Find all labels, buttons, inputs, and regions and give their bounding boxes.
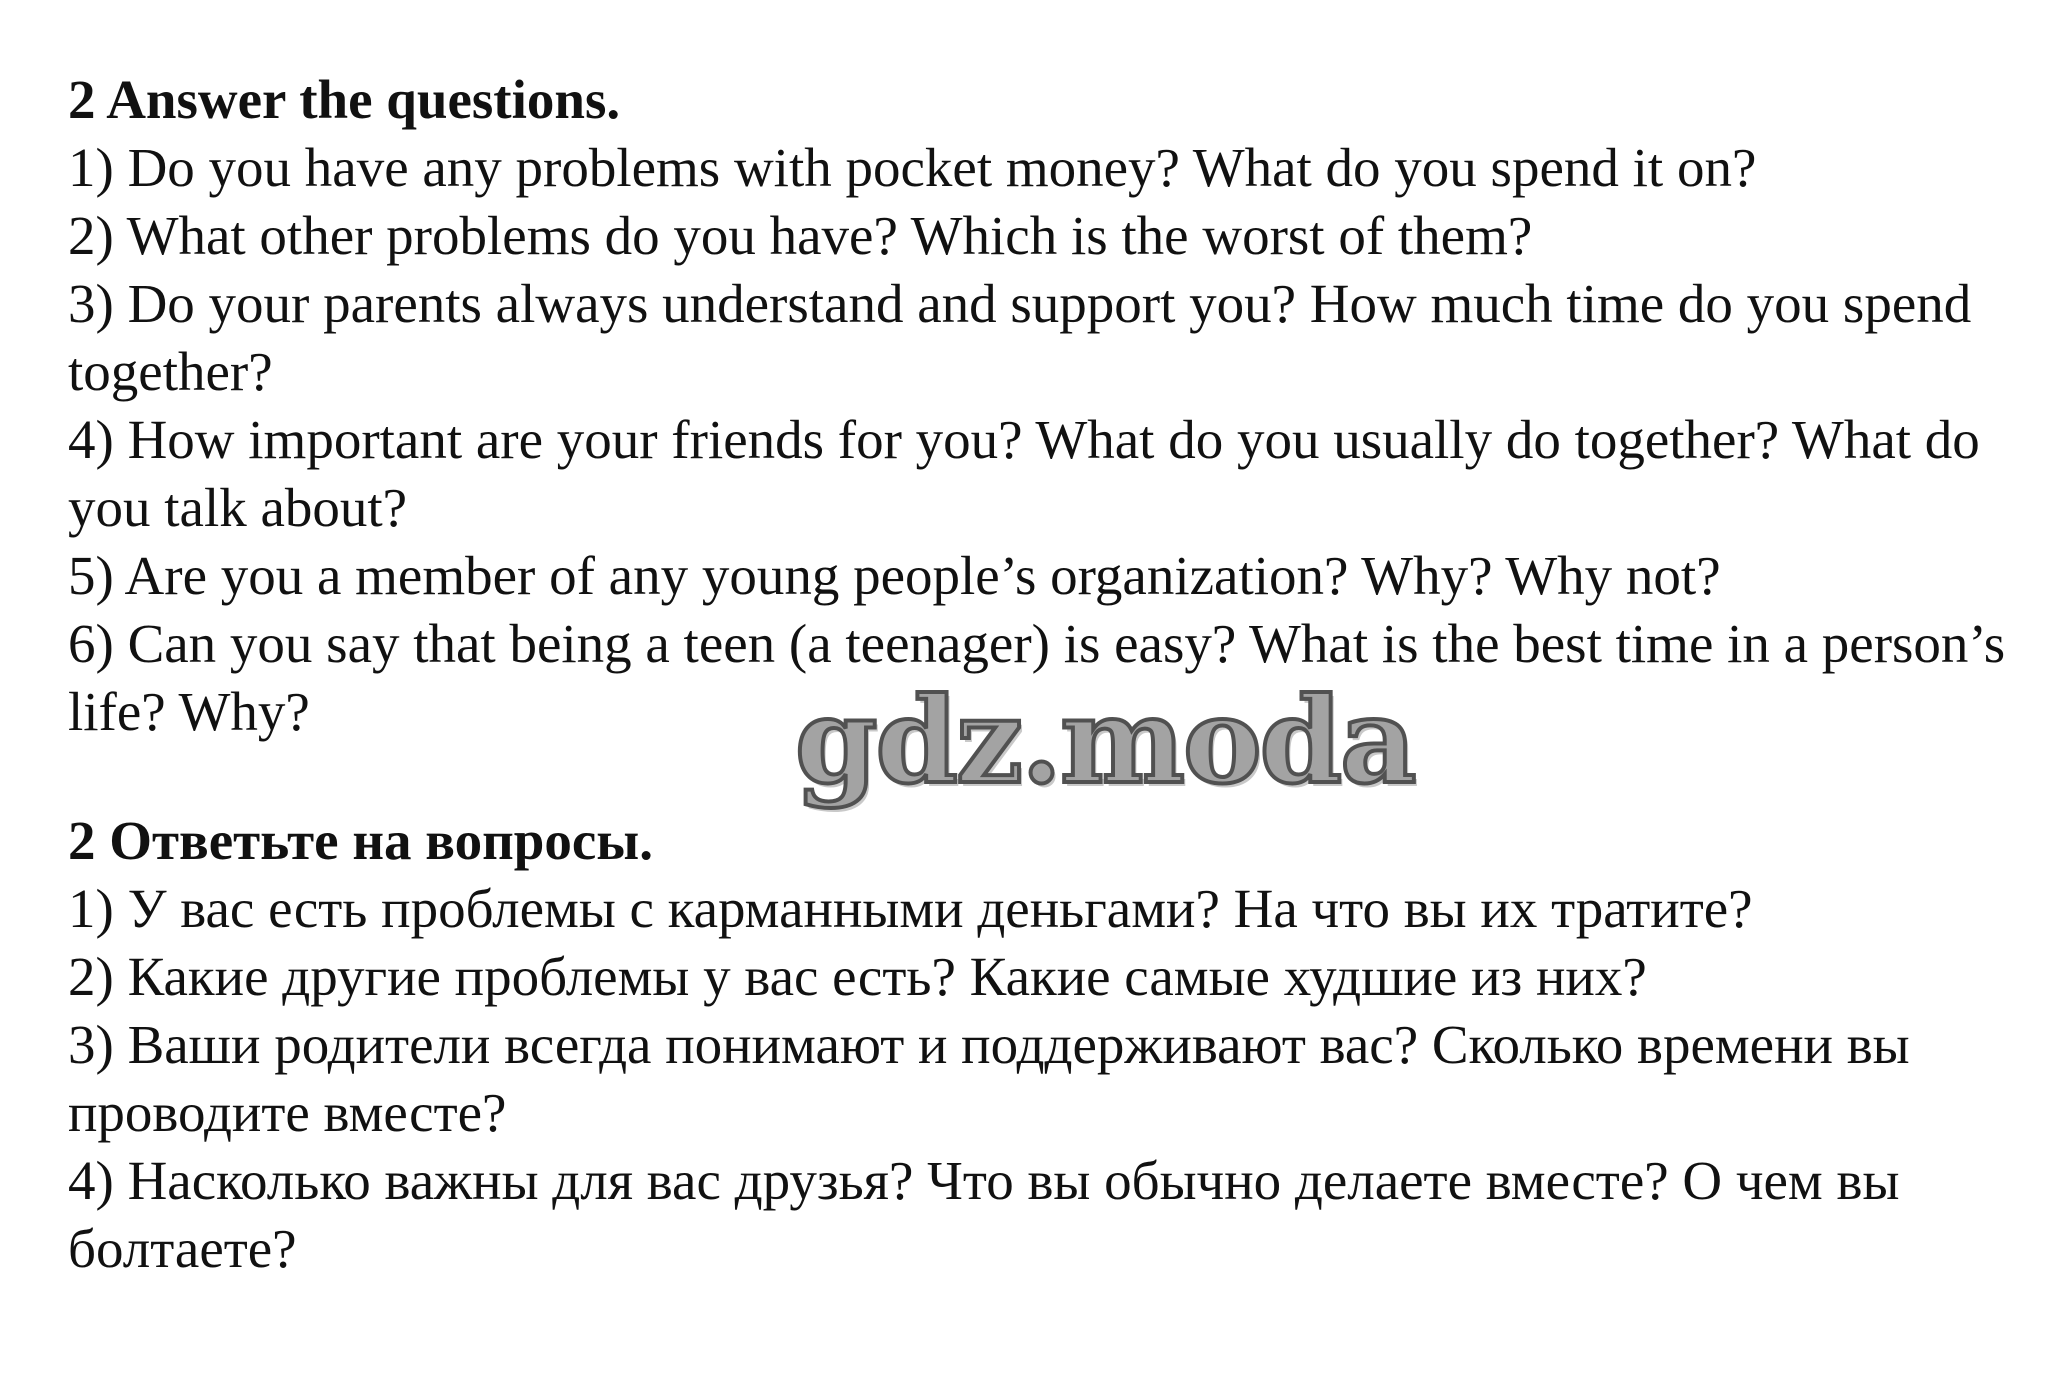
question-en-5: 5) Are you a member of any young people’s organization? Why? Why not? [68,545,1721,606]
question-ru-2: 2) Какие другие проблемы у вас есть? Какие самые худшие из них? [68,946,1647,1007]
question-en-1: 1) Do you have any problems with pocket money? What do you spend it on? [68,137,1757,198]
question-en-2: 2) What other problems do you have? Which is the worst of them? [68,205,1533,266]
exercise-heading-en: 2 Answer the questions. [68,69,621,130]
english-exercise [68,66,2028,746]
question-ru-1: 1) У вас есть проблемы с карманными деньгами? На что вы их тратите? [68,878,1753,939]
question-en-6: 6) Can you say that being a teen (a teenager) is easy? What is the best time in a person’s life? Why? [68,613,2006,742]
watermark-logo: gdz.moda [795,671,1415,810]
question-ru-4: 4) Насколько важны для вас друзья? Что вы обычно делаете вместе? О чем вы болтаете? [68,1150,1900,1279]
russian-exercise [68,807,2028,1283]
question-en-4: 4) How important are your friends for you? What do you usually do together? What do you talk about? [68,409,1980,538]
question-en-3: 3) Do your parents always understand and support you? How much time do you spend together? [68,273,1972,402]
question-ru-3: 3) Ваши родители всегда понимают и поддерживают вас? Сколько времени вы проводите вместе? [68,1014,1910,1143]
exercise-heading-ru: 2 Ответьте на вопросы. [68,810,653,871]
